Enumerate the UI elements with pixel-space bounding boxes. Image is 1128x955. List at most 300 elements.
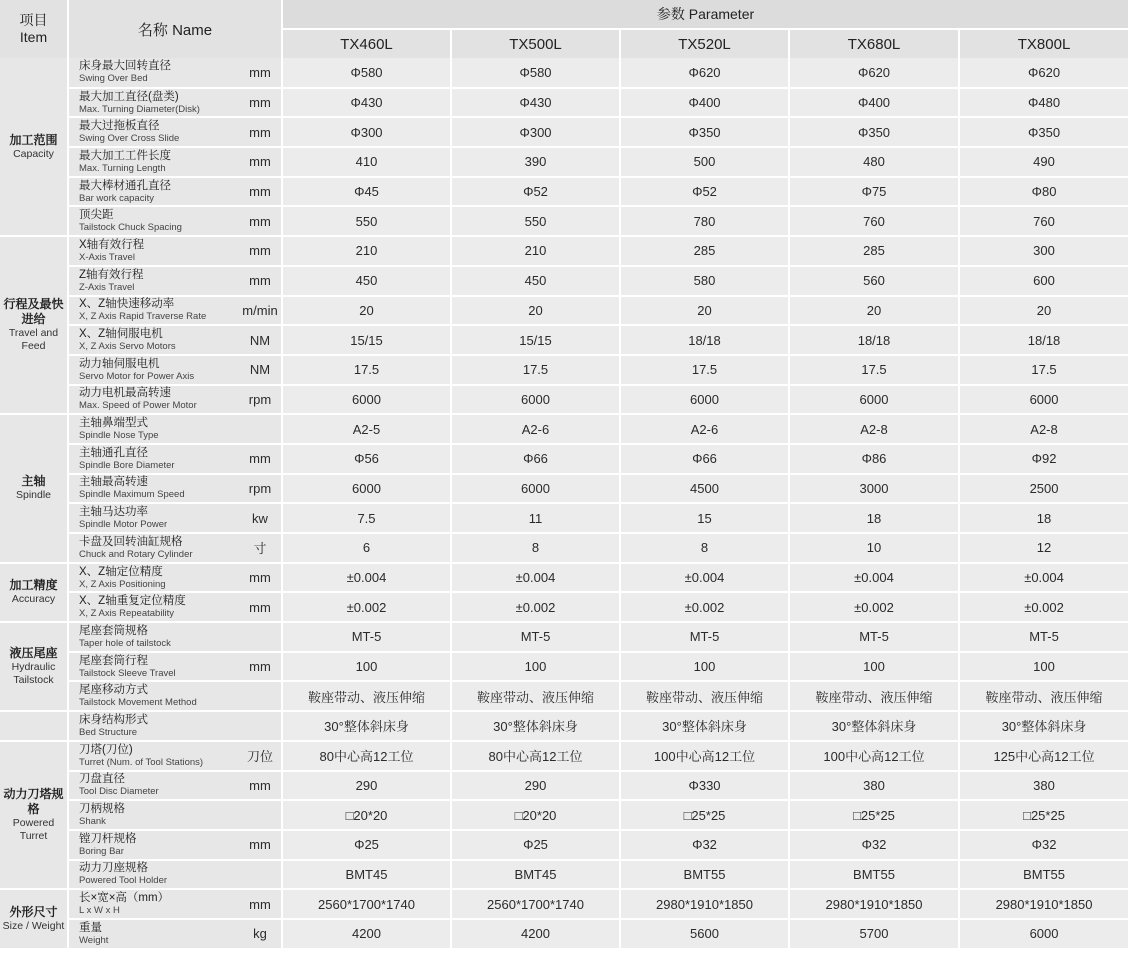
spec-name-en: Z-Axis Travel — [79, 281, 135, 293]
spec-value: Φ32 — [620, 830, 789, 860]
spec-name — [68, 88, 239, 118]
spec-name-en: X, Z Axis Repeatability — [79, 608, 175, 620]
spec-name — [68, 652, 239, 682]
spec-value: 30°整体斜床身 — [620, 711, 789, 741]
spec-value: 500 — [620, 147, 789, 177]
spec-unit: kw — [239, 503, 282, 533]
table-row — [0, 147, 1128, 177]
item-header-en: Item — [19, 29, 48, 45]
table-row — [0, 266, 1128, 296]
group-label — [0, 414, 68, 562]
group-label-zh: 液压尾座 — [9, 646, 58, 661]
group-label — [0, 622, 68, 711]
spec-value: 580 — [620, 266, 789, 296]
spec-value: Φ52 — [620, 177, 789, 207]
spec-name — [68, 889, 239, 919]
spec-value: MT-5 — [620, 622, 789, 652]
table-row — [0, 533, 1128, 563]
spec-value: 6000 — [959, 385, 1128, 415]
spec-value: 550 — [451, 206, 620, 236]
spec-unit: mm — [239, 88, 282, 118]
spec-value: 450 — [282, 266, 451, 296]
spec-unit: mm — [239, 592, 282, 622]
spec-unit: mm — [239, 177, 282, 207]
spec-value: Φ350 — [620, 117, 789, 147]
group-label-en: Hydraulic Tailstock — [11, 661, 56, 687]
spec-value: 18/18 — [620, 325, 789, 355]
spec-unit — [239, 860, 282, 890]
spec-unit — [239, 681, 282, 711]
spec-value: 6000 — [620, 385, 789, 415]
spec-name-zh: 最大加工直径(盘类) — [79, 90, 179, 103]
spec-name-zh: 刀盘直径 — [79, 773, 125, 786]
spec-value: 285 — [789, 236, 959, 266]
spec-value: 100 — [789, 652, 959, 682]
spec-value: 30°整体斜床身 — [959, 711, 1128, 741]
spec-value: 17.5 — [789, 355, 959, 385]
spec-value: ±0.002 — [282, 592, 451, 622]
spec-name-en: Spindle Motor Power — [79, 519, 168, 531]
spec-value: 20 — [620, 296, 789, 326]
spec-name-zh: 主轴通孔直径 — [79, 446, 148, 459]
spec-name-en: Max. Speed of Power Motor — [79, 400, 197, 412]
spec-value: 10 — [789, 533, 959, 563]
spec-value: 210 — [282, 236, 451, 266]
spec-value: 4200 — [282, 919, 451, 949]
spec-value: 17.5 — [620, 355, 789, 385]
spec-value: 鞍座带动、液压伸缩 — [451, 681, 620, 711]
spec-unit: NM — [239, 325, 282, 355]
spec-value: 11 — [451, 503, 620, 533]
spec-name-en: Bar work capacity — [79, 192, 154, 204]
table-row — [0, 741, 1128, 771]
spec-name-zh: 尾座套筒行程 — [79, 654, 148, 667]
spec-name-en: Swing Over Bed — [79, 73, 148, 85]
spec-name-en: Tailstock Movement Method — [79, 697, 197, 709]
spec-value: Φ480 — [959, 88, 1128, 118]
spec-name — [68, 563, 239, 593]
group-label-zh: 行程及最快进给 — [3, 297, 64, 327]
spec-value: Φ25 — [451, 830, 620, 860]
spec-name-zh: 最大加工工件长度 — [79, 149, 171, 162]
spec-value: 30°整体斜床身 — [451, 711, 620, 741]
table-row — [0, 889, 1128, 919]
table-row — [0, 88, 1128, 118]
spec-value: 18/18 — [959, 325, 1128, 355]
spec-name — [68, 622, 239, 652]
spec-value: 390 — [451, 147, 620, 177]
spec-value: 17.5 — [282, 355, 451, 385]
spec-value: 2980*1910*1850 — [620, 889, 789, 919]
group-label — [0, 711, 68, 741]
spec-unit: mm — [239, 830, 282, 860]
table-row — [0, 860, 1128, 890]
group-label-en: Size / Weight — [2, 919, 65, 932]
spec-value: 20 — [282, 296, 451, 326]
spec-name — [68, 919, 239, 949]
spec-name-zh: 动力刀座规格 — [79, 862, 148, 875]
spec-value: MT-5 — [959, 622, 1128, 652]
group-label-zh: 外形尺寸 — [9, 904, 58, 919]
spec-value: 550 — [282, 206, 451, 236]
spec-unit: 寸 — [239, 533, 282, 563]
spec-value: ±0.002 — [451, 592, 620, 622]
spec-name — [68, 296, 239, 326]
spec-value: 15 — [620, 503, 789, 533]
spec-value: BMT55 — [789, 860, 959, 890]
spec-value: A2-8 — [789, 414, 959, 444]
spec-name-zh: 动力轴伺服电机 — [79, 357, 160, 370]
spec-value: ±0.002 — [620, 592, 789, 622]
spec-name-en: Servo Motor for Power Axis — [79, 370, 195, 382]
table-row — [0, 444, 1128, 474]
spec-name-en: Shank — [79, 816, 106, 828]
table-row — [0, 830, 1128, 860]
spec-name — [68, 385, 239, 415]
spec-value: 290 — [282, 771, 451, 801]
spec-unit — [239, 800, 282, 830]
spec-value: 380 — [959, 771, 1128, 801]
spec-name-zh: 床身结构形式 — [79, 713, 148, 726]
group-label — [0, 236, 68, 414]
spec-value: 80中心高12工位 — [282, 741, 451, 771]
model-header-4: TX800L — [959, 29, 1128, 58]
spec-name-zh: 尾座套筒规格 — [79, 624, 148, 637]
spec-unit: mm — [239, 444, 282, 474]
spec-value: 760 — [959, 206, 1128, 236]
spec-name-en: Tailstock Sleeve Travel — [79, 667, 176, 679]
spec-name — [68, 414, 239, 444]
spec-unit: mm — [239, 117, 282, 147]
spec-name — [68, 800, 239, 830]
spec-value: 18 — [959, 503, 1128, 533]
spec-unit: rpm — [239, 385, 282, 415]
spec-name-en: Bed Structure — [79, 726, 138, 738]
spec-value: 8 — [620, 533, 789, 563]
model-header-2: TX520L — [620, 29, 789, 58]
spec-value: BMT45 — [282, 860, 451, 890]
spec-name — [68, 592, 239, 622]
spec-value: 100中心高12工位 — [620, 741, 789, 771]
spec-value: Φ580 — [282, 58, 451, 88]
spec-value: 100 — [451, 652, 620, 682]
spec-name — [68, 741, 239, 771]
spec-value: 210 — [451, 236, 620, 266]
group-label — [0, 889, 68, 948]
spec-value: Φ25 — [282, 830, 451, 860]
spec-value: 20 — [789, 296, 959, 326]
spec-value: 6000 — [451, 385, 620, 415]
spec-name-zh: 尾座移动方式 — [79, 684, 148, 697]
spec-name-zh: X、Z轴定位精度 — [79, 565, 163, 578]
spec-value: □25*25 — [620, 800, 789, 830]
spec-name — [68, 206, 239, 236]
table-row — [0, 563, 1128, 593]
spec-unit — [239, 414, 282, 444]
spec-value: Φ620 — [959, 58, 1128, 88]
spec-name-zh: X、Z轴重复定位精度 — [79, 595, 186, 608]
spec-value: Φ45 — [282, 177, 451, 207]
model-header-1: TX500L — [451, 29, 620, 58]
spec-unit — [239, 622, 282, 652]
table-row — [0, 711, 1128, 741]
spec-value: 780 — [620, 206, 789, 236]
group-label-en: Spindle — [15, 489, 52, 502]
spec-name-en: X-Axis Travel — [79, 251, 135, 263]
spec-value: 100 — [620, 652, 789, 682]
group-label-zh: 主轴 — [21, 474, 46, 489]
table-row — [0, 58, 1128, 88]
spec-value: 6000 — [959, 919, 1128, 949]
spec-value: Φ350 — [959, 117, 1128, 147]
spec-value: Φ350 — [789, 117, 959, 147]
spec-value: A2-6 — [620, 414, 789, 444]
table-row — [0, 385, 1128, 415]
spec-name — [68, 355, 239, 385]
group-label-en: Travel and Feed — [8, 327, 59, 353]
group-label-en: Powered Turret — [12, 817, 55, 843]
group-label-zh: 加工精度 — [9, 578, 58, 593]
table-row — [0, 622, 1128, 652]
spec-value: 2500 — [959, 474, 1128, 504]
spec-value: 490 — [959, 147, 1128, 177]
spec-value: MT-5 — [282, 622, 451, 652]
spec-name-en: Tailstock Chuck Spacing — [79, 222, 182, 234]
spec-unit: mm — [239, 266, 282, 296]
spec-name — [68, 771, 239, 801]
spec-value: □25*25 — [789, 800, 959, 830]
spec-name-zh: 镗刀杆规格 — [79, 832, 137, 845]
spec-name-en: Chuck and Rotary Cylinder — [79, 548, 193, 560]
spec-unit: mm — [239, 563, 282, 593]
spec-value: 290 — [451, 771, 620, 801]
name-header: 名称 Name — [68, 0, 282, 58]
table-row — [0, 117, 1128, 147]
spec-unit: mm — [239, 889, 282, 919]
spec-value: Φ66 — [451, 444, 620, 474]
spec-name-zh: X、Z轴快速移动率 — [79, 298, 175, 311]
spec-value: Φ86 — [789, 444, 959, 474]
spec-name — [68, 503, 239, 533]
group-label-en: Accuracy — [11, 593, 56, 606]
spec-value: 560 — [789, 266, 959, 296]
spec-name — [68, 58, 239, 88]
spec-name-en: Taper hole of tailstock — [79, 637, 171, 649]
spec-unit: mm — [239, 771, 282, 801]
spec-value: ±0.004 — [620, 563, 789, 593]
spec-value: Φ400 — [620, 88, 789, 118]
spec-value: 100 — [959, 652, 1128, 682]
spec-name — [68, 860, 239, 890]
spec-value: 鞍座带动、液压伸缩 — [282, 681, 451, 711]
spec-value: Φ400 — [789, 88, 959, 118]
table-row — [0, 652, 1128, 682]
spec-name-zh: 床身最大回转直径 — [79, 60, 171, 73]
table-row — [0, 771, 1128, 801]
spec-value: Φ580 — [451, 58, 620, 88]
spec-value: □20*20 — [282, 800, 451, 830]
spec-value: 6000 — [282, 385, 451, 415]
spec-value: BMT55 — [959, 860, 1128, 890]
spec-name — [68, 444, 239, 474]
spec-value: BMT45 — [451, 860, 620, 890]
spec-name — [68, 474, 239, 504]
spec-value: MT-5 — [789, 622, 959, 652]
model-header-3: TX680L — [789, 29, 959, 58]
spec-name-zh: X、Z轴伺服电机 — [79, 328, 163, 341]
spec-value: 18 — [789, 503, 959, 533]
spec-name-en: Max. Turning Length — [79, 162, 166, 174]
spec-value: 鞍座带动、液压伸缩 — [959, 681, 1128, 711]
spec-value: ±0.002 — [959, 592, 1128, 622]
spec-name — [68, 147, 239, 177]
spec-unit: m/min — [239, 296, 282, 326]
spec-value: 2980*1910*1850 — [959, 889, 1128, 919]
spec-value: 2560*1700*1740 — [282, 889, 451, 919]
spec-name-zh: 卡盘及回转油缸规格 — [79, 535, 183, 548]
spec-value: 6 — [282, 533, 451, 563]
spec-value: Φ92 — [959, 444, 1128, 474]
table-row — [0, 325, 1128, 355]
spec-unit: NM — [239, 355, 282, 385]
spec-value: □20*20 — [451, 800, 620, 830]
group-label-zh: 动力刀塔规格 — [3, 787, 64, 817]
spec-value: 760 — [789, 206, 959, 236]
table-row — [0, 177, 1128, 207]
spec-name — [68, 177, 239, 207]
spec-unit: mm — [239, 236, 282, 266]
group-label-en: Capacity — [13, 147, 54, 160]
spec-name-zh: 最大过拖板直径 — [79, 120, 160, 133]
spec-name-zh: 最大棒材通孔直径 — [79, 179, 171, 192]
spec-value: 5600 — [620, 919, 789, 949]
table-row — [0, 592, 1128, 622]
spec-name — [68, 266, 239, 296]
spec-name-en: Max. Turning Diameter(Disk) — [79, 103, 200, 115]
spec-name — [68, 325, 239, 355]
spec-value: Φ620 — [620, 58, 789, 88]
spec-value: 17.5 — [451, 355, 620, 385]
spec-name-en: Boring Bar — [79, 845, 124, 857]
group-label — [0, 58, 68, 236]
spec-name-zh: 动力电机最高转速 — [79, 387, 171, 400]
spec-name-en: Powered Tool Holder — [79, 875, 168, 887]
spec-value: 30°整体斜床身 — [282, 711, 451, 741]
spec-value: 4500 — [620, 474, 789, 504]
spec-value: 125中心高12工位 — [959, 741, 1128, 771]
table-row — [0, 681, 1128, 711]
table-row — [0, 503, 1128, 533]
spec-value: 鞍座带动、液压伸缩 — [789, 681, 959, 711]
spec-name-en: Turret (Num. of Tool Stations) — [79, 756, 204, 768]
spec-value: 100 — [282, 652, 451, 682]
spec-name-en: Weight — [79, 934, 109, 946]
spec-value: Φ430 — [282, 88, 451, 118]
spec-value: 450 — [451, 266, 620, 296]
spec-body — [0, 58, 1128, 949]
spec-value: ±0.002 — [789, 592, 959, 622]
spec-value: 3000 — [789, 474, 959, 504]
spec-value: ±0.004 — [789, 563, 959, 593]
spec-value: MT-5 — [451, 622, 620, 652]
spec-value: 15/15 — [451, 325, 620, 355]
spec-value: 18/18 — [789, 325, 959, 355]
spec-name-en: Spindle Maximum Speed — [79, 489, 185, 501]
spec-value: 8 — [451, 533, 620, 563]
spec-value: Φ52 — [451, 177, 620, 207]
spec-name — [68, 533, 239, 563]
spec-unit: mm — [239, 652, 282, 682]
spec-value: 15/15 — [282, 325, 451, 355]
spec-value: BMT55 — [620, 860, 789, 890]
spec-name-zh: 顶尖距 — [79, 209, 114, 222]
spec-unit: mm — [239, 206, 282, 236]
spec-value: 4200 — [451, 919, 620, 949]
spec-name-zh: 长×宽×高（mm） — [79, 892, 170, 905]
spec-name-zh: 重量 — [79, 921, 102, 934]
spec-value: 5700 — [789, 919, 959, 949]
item-header — [0, 0, 68, 58]
spec-value: 300 — [959, 236, 1128, 266]
spec-unit: mm — [239, 147, 282, 177]
spec-value: 600 — [959, 266, 1128, 296]
spec-name-en: Spindle Nose Type — [79, 430, 159, 442]
spec-value: 6000 — [282, 474, 451, 504]
spec-value: 30°整体斜床身 — [789, 711, 959, 741]
spec-value: Φ620 — [789, 58, 959, 88]
group-label — [0, 741, 68, 889]
spec-name — [68, 711, 239, 741]
spec-value: A2-6 — [451, 414, 620, 444]
item-header-zh: 项目 — [19, 12, 48, 28]
model-header-0: TX460L — [282, 29, 451, 58]
table-row — [0, 296, 1128, 326]
table-row — [0, 414, 1128, 444]
spec-value: Φ75 — [789, 177, 959, 207]
table-row — [0, 206, 1128, 236]
spec-name — [68, 236, 239, 266]
spec-name-zh: 刀柄规格 — [79, 803, 125, 816]
spec-value: ±0.004 — [451, 563, 620, 593]
spec-value: 7.5 — [282, 503, 451, 533]
spec-value: 480 — [789, 147, 959, 177]
spec-value: Φ300 — [451, 117, 620, 147]
spec-name-zh: Z轴有效行程 — [79, 268, 144, 281]
spec-name-en: L x W x H — [79, 905, 120, 917]
spec-unit: rpm — [239, 474, 282, 504]
spec-value: Φ66 — [620, 444, 789, 474]
parameter-header: 参数 Parameter — [282, 0, 1128, 29]
spec-unit: mm — [239, 58, 282, 88]
spec-value: 12 — [959, 533, 1128, 563]
spec-value: □25*25 — [959, 800, 1128, 830]
spec-name-en: Tool Disc Diameter — [79, 786, 159, 798]
table-row — [0, 919, 1128, 949]
spec-name-en: X, Z Axis Positioning — [79, 578, 166, 590]
spec-value: 80中心高12工位 — [451, 741, 620, 771]
spec-value: 285 — [620, 236, 789, 266]
spec-name-en: X, Z Axis Servo Motors — [79, 341, 176, 353]
spec-name — [68, 117, 239, 147]
spec-value: 20 — [959, 296, 1128, 326]
spec-value: A2-5 — [282, 414, 451, 444]
spec-value: A2-8 — [959, 414, 1128, 444]
spec-value: ±0.004 — [959, 563, 1128, 593]
spec-value: 2980*1910*1850 — [789, 889, 959, 919]
spec-name-en: Spindle Bore Diameter — [79, 459, 175, 471]
spec-value: 鞍座带动、液压伸缩 — [620, 681, 789, 711]
spec-name-zh: 主轴鼻端型式 — [79, 417, 148, 430]
